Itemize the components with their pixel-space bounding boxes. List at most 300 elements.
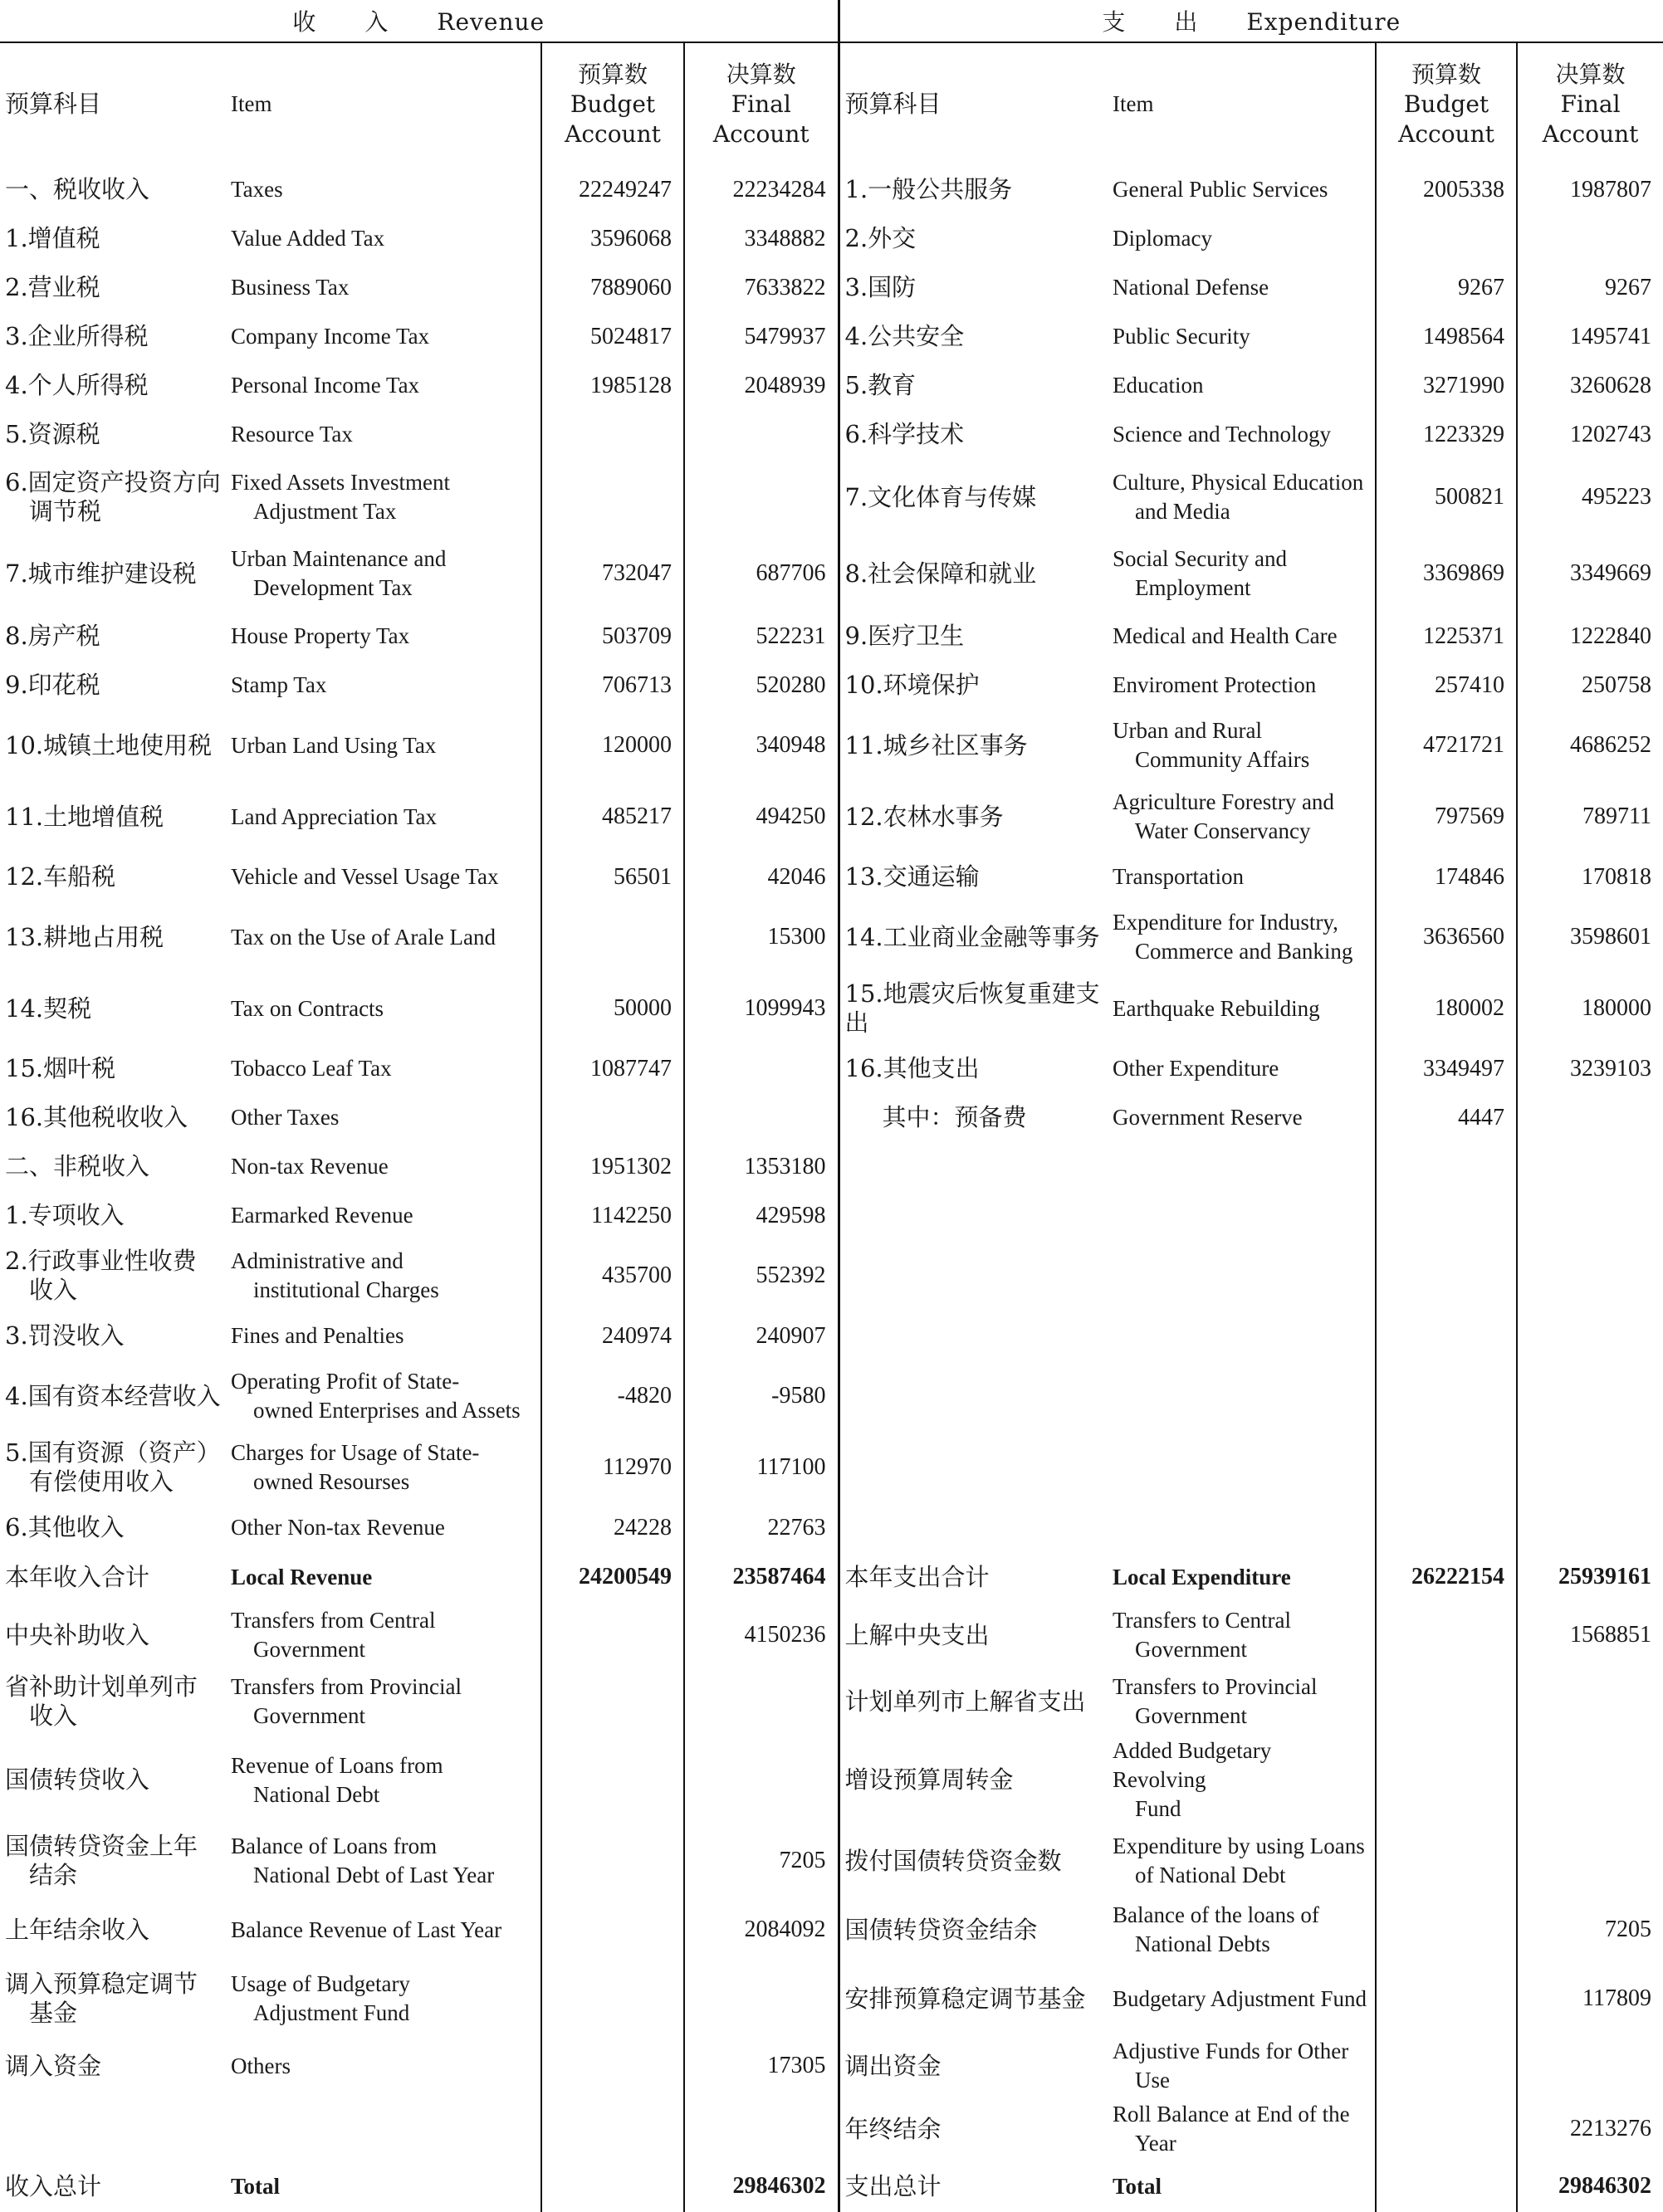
revenue-item-cn: 5.资源税 [5, 420, 100, 448]
table-row [0, 361, 1663, 410]
revenue-item-en: House Property Tax [226, 612, 541, 661]
expenditure-budget-value [1376, 214, 1517, 263]
subtotal-row [0, 1552, 1663, 1602]
expenditure-item-cn: 16.其他支出 [844, 1054, 980, 1082]
revenue-item-cn: 上年结余收入 [5, 1915, 150, 1944]
expenditure-item-en: Adjustive Funds for Other Use [1108, 2034, 1376, 2097]
revenue-item-cn: 9.印花税 [5, 671, 100, 699]
expenditure-budget-value [1376, 1191, 1517, 1240]
revenue-budget-value: -4820 [541, 1360, 684, 1432]
expenditure-budget-value [1376, 2161, 1517, 2212]
expenditure-item-en: Government Reserve [1108, 1093, 1376, 1142]
revenue-item-en: Operating Profit of State- owned Enterprises and Assets [226, 1360, 541, 1432]
expenditure-item-cn: 上解中央支出 [844, 1620, 990, 1649]
revenue-budget-value [541, 410, 684, 459]
expenditure-item-en: Transfers to Central Government [1108, 1602, 1376, 1668]
revenue-item-en: Local Revenue [226, 1552, 541, 1602]
expenditure-item-en: Social Security and Employment [1108, 535, 1376, 612]
expenditure-budget-value: 257410 [1376, 661, 1517, 710]
expenditure-final-value: 170818 [1582, 863, 1652, 890]
expenditure-budget-value: 174846 [1376, 852, 1517, 901]
revenue-item-cn: 3.企业所得税 [5, 322, 149, 350]
revenue-item-cn-header: 预算科目 [5, 90, 102, 118]
revenue-item-cn: 中央补助收入 [5, 1620, 150, 1649]
revenue-budget-value [541, 1668, 684, 1735]
table-row [0, 312, 1663, 361]
revenue-budget-value [541, 1735, 684, 1825]
transfer-row [0, 1602, 1663, 1668]
expenditure-item-en: Total [1108, 2161, 1376, 2212]
revenue-final-value [684, 2097, 839, 2161]
revenue-item-cn: 6.固定资产投资方向 调节税 [5, 468, 221, 525]
expenditure-item-cn: 11.城乡社区事务 [844, 730, 1028, 759]
expenditure-item-cn [839, 1240, 1108, 1311]
revenue-budget-value [541, 1602, 684, 1668]
expenditure-final-value: 1568851 [1570, 1622, 1652, 1648]
revenue-budget-value: 435700 [541, 1240, 684, 1311]
expenditure-budget-value [1376, 1142, 1517, 1191]
revenue-item-en: Transfers from Provincial Government [226, 1668, 541, 1735]
expenditure-item-en [1108, 1360, 1376, 1432]
expenditure-item-cn: 支出总计 [844, 2171, 942, 2200]
expenditure-final-value: 2213276 [1570, 2116, 1652, 2141]
revenue-final-value: 42046 [684, 852, 839, 901]
table-row [0, 1093, 1663, 1142]
revenue-budget-value: 56501 [541, 852, 684, 901]
revenue-budget-value: 706713 [541, 661, 684, 710]
expenditure-item-cn [839, 1191, 1108, 1240]
revenue-final-value: 522231 [684, 612, 839, 661]
revenue-final-value: 7205 [684, 1825, 839, 1897]
revenue-budget-value [541, 459, 684, 535]
expenditure-final-value [1517, 1668, 1663, 1735]
expenditure-item-cn: 3.国防 [844, 273, 917, 301]
expenditure-item-cn: 10.环境保护 [844, 671, 980, 699]
revenue-budget-value: 50000 [541, 973, 684, 1044]
revenue-budget-value: 22249247 [541, 165, 684, 214]
transfer-rows [0, 1602, 1663, 2161]
expenditure-final-value: 9267 [1605, 274, 1652, 300]
revenue-budget-value: 24200549 [541, 1552, 684, 1602]
expenditure-item-en [1108, 1191, 1376, 1240]
main-rows [0, 165, 1663, 1552]
revenue-item-en: Urban Land Using Tax [226, 710, 541, 781]
revenue-item-cn: 11.土地增值税 [5, 802, 164, 831]
revenue-item-en: Vehicle and Vessel Usage Tax [226, 852, 541, 901]
expenditure-final-value: 4686252 [1570, 732, 1652, 758]
revenue-item-cn: 12.车船税 [5, 862, 116, 891]
expenditure-budget-value: 1498564 [1376, 312, 1517, 361]
expenditure-group-title: 支 出 Expenditure [839, 0, 1663, 42]
expenditure-item-en: Transportation [1108, 852, 1376, 901]
table-row [0, 1044, 1663, 1093]
revenue-item-cn: 7.城市维护建设税 [5, 559, 197, 588]
expenditure-final-value: 1987807 [1570, 176, 1652, 203]
revenue-item-en: Balance Revenue of Last Year [226, 1897, 541, 1963]
expenditure-item-cn [839, 1432, 1108, 1503]
expenditure-item-en: Transfers to Provincial Government [1108, 1668, 1376, 1735]
revenue-final-value: 4150236 [684, 1602, 839, 1668]
revenue-final-value: 17305 [684, 2034, 839, 2097]
expenditure-item-en: Agriculture Forestry and Water Conservancy [1108, 781, 1376, 852]
expenditure-final-value: 3260628 [1570, 372, 1652, 398]
revenue-item-cn [0, 2097, 226, 2161]
expenditure-final-value [1517, 1191, 1663, 1240]
total-row [0, 2161, 1663, 2212]
revenue-group-title: 收 入 Revenue [0, 0, 839, 42]
revenue-item-en: Fines and Penalties [226, 1311, 541, 1360]
table-row [0, 1142, 1663, 1191]
expenditure-final-value: 7205 [1605, 1917, 1652, 1942]
expenditure-item-cn: 7.文化体育与传媒 [844, 482, 1037, 511]
expenditure-final-value [1517, 1735, 1663, 1825]
expenditure-item-en [1108, 1311, 1376, 1360]
expenditure-item-cn [839, 1360, 1108, 1432]
expenditure-final-value [1517, 1503, 1663, 1552]
revenue-budget-value: 485217 [541, 781, 684, 852]
revenue-final-value [684, 459, 839, 535]
transfer-row [0, 1668, 1663, 1735]
revenue-budget-header: 预算数 Budget Account [541, 42, 684, 165]
expenditure-budget-header: 预算数 Budget Account [1376, 42, 1517, 165]
revenue-final-value: 29846302 [684, 2161, 839, 2212]
revenue-item-en: Urban Maintenance and Development Tax [226, 535, 541, 612]
table-row [0, 901, 1663, 973]
revenue-budget-value: 1087747 [541, 1044, 684, 1093]
expenditure-budget-value: 180002 [1376, 973, 1517, 1044]
expenditure-item-en: Roll Balance at End of the Year [1108, 2097, 1376, 2161]
table-row [0, 410, 1663, 459]
revenue-item-en: Revenue of Loans from National Debt [226, 1735, 541, 1825]
expenditure-final-value: 29846302 [1558, 2173, 1652, 2199]
table-row [0, 214, 1663, 263]
transfer-row [0, 1963, 1663, 2034]
expenditure-budget-value [1376, 1668, 1517, 1735]
revenue-item-cn: 15.烟叶税 [5, 1054, 116, 1082]
revenue-item-cn: 13.耕地占用税 [5, 922, 164, 951]
table-row [0, 1360, 1663, 1432]
revenue-item-en: Charges for Usage of State- owned Resourses [226, 1432, 541, 1503]
expenditure-final-value: 1495741 [1570, 323, 1652, 349]
expenditure-item-en: Education [1108, 361, 1376, 410]
table-row [0, 1191, 1663, 1240]
revenue-final-value: 5479937 [684, 312, 839, 361]
expenditure-item-cn: 14.工业商业金融等事务 [844, 922, 1100, 951]
total-rows [0, 2161, 1663, 2212]
expenditure-budget-value [1376, 1602, 1517, 1668]
revenue-item-en: Transfers from Central Government [226, 1602, 541, 1668]
expenditure-budget-value: 797569 [1376, 781, 1517, 852]
expenditure-budget-value [1376, 1735, 1517, 1825]
revenue-final-value: 552392 [684, 1240, 839, 1311]
expenditure-item-cn: 5.教育 [844, 371, 917, 399]
revenue-item-cn: 16.其他税收收入 [5, 1103, 188, 1131]
revenue-final-value: 687706 [684, 535, 839, 612]
table-row [0, 1240, 1663, 1311]
expenditure-item-cn: 12.农林水事务 [844, 802, 1004, 831]
revenue-item-en: Business Tax [226, 263, 541, 312]
expenditure-budget-value: 2005338 [1376, 165, 1517, 214]
expenditure-item-cn [839, 1311, 1108, 1360]
revenue-item-cn: 收入总计 [5, 2171, 102, 2200]
expenditure-final-header: 决算数 Final Account [1542, 60, 1639, 148]
revenue-item-cn: 省补助计划单列市 收入 [5, 1672, 198, 1730]
revenue-item-cn: 2.行政事业性收费 收入 [5, 1247, 197, 1304]
revenue-item-cn: 8.房产税 [5, 622, 100, 650]
revenue-item-en: Tax on Contracts [226, 973, 541, 1044]
table-row [0, 661, 1663, 710]
revenue-item-en: Others [226, 2034, 541, 2097]
expenditure-item-cn [839, 1142, 1108, 1191]
expenditure-item-en [1108, 1240, 1376, 1311]
expenditure-final-value: 250758 [1582, 671, 1652, 698]
expenditure-item-en: Expenditure by using Loans of National Debt [1108, 1825, 1376, 1897]
expenditure-item-en: Earthquake Rebuilding [1108, 973, 1376, 1044]
revenue-item-en: Tobacco Leaf Tax [226, 1044, 541, 1093]
expenditure-budget-value: 3349497 [1376, 1044, 1517, 1093]
revenue-final-value: 7633822 [684, 263, 839, 312]
column-header-row [0, 42, 1663, 165]
revenue-item-cn: 调入预算稳定调节 基金 [5, 1970, 198, 2027]
expenditure-budget-value: 3636560 [1376, 901, 1517, 973]
expenditure-final-value: 1202743 [1570, 421, 1652, 447]
revenue-budget-value: 1951302 [541, 1142, 684, 1191]
revenue-final-value: 22763 [684, 1503, 839, 1552]
revenue-item-cn: 4.国有资本经营收入 [5, 1381, 221, 1410]
expenditure-item-cn: 年终结余 [844, 2114, 942, 2143]
revenue-budget-value [541, 2161, 684, 2212]
expenditure-final-value [1517, 2034, 1663, 2097]
expenditure-budget-value [1376, 2097, 1517, 2161]
table-row [0, 1503, 1663, 1552]
expenditure-final-value: 1222840 [1570, 623, 1652, 649]
expenditure-final-value [1517, 1142, 1663, 1191]
revenue-final-header: 决算数 Final Account [684, 42, 839, 165]
subtotal-rows [0, 1552, 1663, 1602]
expenditure-item-cn: 2.外交 [844, 224, 917, 252]
revenue-budget-value: 24228 [541, 1503, 684, 1552]
revenue-item-cn: 本年收入合计 [5, 1562, 150, 1591]
expenditure-item-cn: 调出资金 [844, 2051, 942, 2080]
expenditure-item-en: Local Expenditure [1108, 1552, 1376, 1602]
expenditure-budget-value: 3271990 [1376, 361, 1517, 410]
revenue-item-cn: 国债转贷资金上年 结余 [5, 1832, 198, 1889]
expenditure-item-cn [839, 1503, 1108, 1552]
expenditure-budget-value: 4721721 [1376, 710, 1517, 781]
expenditure-item-en: Other Expenditure [1108, 1044, 1376, 1093]
expenditure-item-cn: 15.地震灾后恢复重建支出 [844, 979, 1100, 1037]
expenditure-final-value [1517, 1240, 1663, 1311]
expenditure-item-cn: 9.医疗卫生 [844, 622, 965, 650]
expenditure-final-value: 3349669 [1570, 560, 1652, 586]
expenditure-budget-value [1376, 1432, 1517, 1503]
table-row [0, 612, 1663, 661]
expenditure-budget-value [1376, 1963, 1517, 2034]
revenue-item-cn: 1.专项收入 [5, 1201, 125, 1229]
expenditure-item-en: Diplomacy [1108, 214, 1376, 263]
expenditure-item-cn: 计划单列市上解省支出 [844, 1687, 1086, 1716]
expenditure-budget-value [1376, 1360, 1517, 1432]
revenue-item-en: Usage of Budgetary Adjustment Fund [226, 1963, 541, 2034]
expenditure-item-en: Expenditure for Industry, Commerce and Banking [1108, 901, 1376, 973]
revenue-item-en: Total [226, 2161, 541, 2212]
expenditure-item-en: Public Security [1108, 312, 1376, 361]
revenue-budget-value: 120000 [541, 710, 684, 781]
revenue-item-cn: 调入资金 [5, 2051, 102, 2080]
expenditure-final-value: 789711 [1582, 803, 1652, 829]
revenue-item-cn: 国债转贷收入 [5, 1765, 150, 1794]
revenue-final-value: 520280 [684, 661, 839, 710]
revenue-final-value [684, 1668, 839, 1735]
revenue-item-en: Balance of Loans from National Debt of Last Year [226, 1825, 541, 1897]
revenue-item-en [226, 2097, 541, 2161]
expenditure-item-cn: 安排预算稳定调节基金 [844, 1984, 1086, 2013]
table-row [0, 852, 1663, 901]
revenue-item-cn: 1.增值税 [5, 224, 100, 252]
revenue-final-value: 15300 [684, 901, 839, 973]
revenue-final-value: 3348882 [684, 214, 839, 263]
revenue-budget-value: 3596068 [541, 214, 684, 263]
revenue-final-value: 1353180 [684, 1142, 839, 1191]
transfer-row [0, 1897, 1663, 1963]
expenditure-item-en [1108, 1142, 1376, 1191]
expenditure-item-cn: 4.公共安全 [844, 322, 965, 350]
revenue-item-en: Resource Tax [226, 410, 541, 459]
expenditure-item-cn: 国债转贷资金结余 [844, 1915, 1038, 1944]
expenditure-item-cn: 增设预算周转金 [844, 1765, 1014, 1794]
revenue-budget-value: 1142250 [541, 1191, 684, 1240]
revenue-final-value: 1099943 [684, 973, 839, 1044]
expenditure-item-en: Culture, Physical Education and Media [1108, 459, 1376, 535]
expenditure-final-value [1517, 1311, 1663, 1360]
expenditure-budget-value: 26222154 [1376, 1552, 1517, 1602]
table-row [0, 1311, 1663, 1360]
table-row [0, 710, 1663, 781]
expenditure-item-en: Budgetary Adjustment Fund [1108, 1963, 1376, 2034]
revenue-item-en: Earmarked Revenue [226, 1191, 541, 1240]
revenue-final-value: 23587464 [684, 1552, 839, 1602]
expenditure-final-value: 3239103 [1570, 1055, 1652, 1082]
transfer-row [0, 2034, 1663, 2097]
revenue-budget-value: 732047 [541, 535, 684, 612]
expenditure-item-en: Urban and Rural Community Affairs [1108, 710, 1376, 781]
expenditure-final-value [1517, 1825, 1663, 1897]
expenditure-item-en [1108, 1503, 1376, 1552]
revenue-final-value: 22234284 [684, 165, 839, 214]
revenue-item-cn: 2.营业税 [5, 273, 100, 301]
revenue-item-cn: 4.个人所得税 [5, 371, 149, 399]
revenue-item-cn: 6.其他收入 [5, 1513, 125, 1541]
revenue-item-cn: 3.罚没收入 [5, 1321, 125, 1350]
revenue-budget-value: 112970 [541, 1432, 684, 1503]
expenditure-item-cn: 本年支出合计 [844, 1562, 990, 1591]
expenditure-budget-value [1376, 1503, 1517, 1552]
expenditure-final-value: 117809 [1582, 1985, 1652, 2011]
revenue-item-en: Personal Income Tax [226, 361, 541, 410]
revenue-item-cn: 一、税收收入 [5, 175, 150, 203]
expenditure-budget-value: 500821 [1376, 459, 1517, 535]
expenditure-budget-value: 9267 [1376, 263, 1517, 312]
expenditure-budget-value [1376, 1825, 1517, 1897]
revenue-budget-value [541, 1897, 684, 1963]
table-row [0, 973, 1663, 1044]
revenue-final-value [684, 1963, 839, 2034]
revenue-item-cn: 14.契税 [5, 994, 92, 1023]
expenditure-budget-value [1376, 1311, 1517, 1360]
expenditure-item-en: Balance of the loans of National Debts [1108, 1897, 1376, 1963]
expenditure-budget-value [1376, 1897, 1517, 1963]
revenue-budget-value [541, 901, 684, 973]
revenue-item-cn: 10.城镇土地使用税 [5, 730, 213, 759]
expenditure-item-en: Added Budgetary Revolving Fund [1108, 1735, 1376, 1825]
revenue-budget-value: 240974 [541, 1311, 684, 1360]
expenditure-final-value: 3598601 [1570, 924, 1652, 950]
expenditure-final-value [1517, 1432, 1663, 1503]
revenue-budget-value [541, 2034, 684, 2097]
expenditure-budget-value: 1223329 [1376, 410, 1517, 459]
revenue-item-en: Value Added Tax [226, 214, 541, 263]
expenditure-budget-value: 1225371 [1376, 612, 1517, 661]
revenue-item-en: Taxes [226, 165, 541, 214]
table-row [0, 1432, 1663, 1503]
expenditure-item-en-header: Item [1108, 42, 1376, 165]
expenditure-budget-value [1376, 1240, 1517, 1311]
revenue-item-en: Administrative and institutional Charges [226, 1240, 541, 1311]
revenue-item-en: Tax on the Use of Arale Land [226, 901, 541, 973]
expenditure-item-cn: 13.交通运输 [844, 862, 980, 891]
revenue-budget-value [541, 1963, 684, 2034]
revenue-item-en: Fixed Assets Investment Adjustment Tax [226, 459, 541, 535]
expenditure-item-cn: 8.社会保障和就业 [844, 559, 1037, 588]
revenue-item-cn: 二、非税收入 [5, 1152, 150, 1180]
revenue-item-cn: 5.国有资源（资产） 有偿使用收入 [5, 1438, 221, 1496]
revenue-budget-value: 503709 [541, 612, 684, 661]
expenditure-final-value: 495223 [1582, 484, 1652, 510]
revenue-item-en: Company Income Tax [226, 312, 541, 361]
revenue-budget-value [541, 1093, 684, 1142]
expenditure-item-en: Enviroment Protection [1108, 661, 1376, 710]
revenue-final-value: 2084092 [684, 1897, 839, 1963]
revenue-item-en: Land Appreciation Tax [226, 781, 541, 852]
revenue-item-en: Stamp Tax [226, 661, 541, 710]
revenue-final-value [684, 1044, 839, 1093]
expenditure-final-value [1517, 1360, 1663, 1432]
expenditure-item-en: Science and Technology [1108, 410, 1376, 459]
revenue-item-en: Other Taxes [226, 1093, 541, 1142]
table-row [0, 263, 1663, 312]
revenue-final-value: 117100 [684, 1432, 839, 1503]
table-row [0, 781, 1663, 852]
group-header-row [0, 0, 1663, 42]
expenditure-item-cn: 拨付国债转贷资金数 [844, 1846, 1062, 1875]
revenue-item-en-header: Item [226, 42, 541, 165]
revenue-final-value: 240907 [684, 1311, 839, 1360]
revenue-budget-value [541, 2097, 684, 2161]
expenditure-item-en: General Public Services [1108, 165, 1376, 214]
revenue-final-value [684, 1093, 839, 1142]
expenditure-item-en: National Defense [1108, 263, 1376, 312]
expenditure-final-value [1517, 214, 1663, 263]
table-row [0, 535, 1663, 612]
revenue-budget-value: 1985128 [541, 361, 684, 410]
expenditure-final-value [1517, 1093, 1663, 1142]
revenue-item-en: Other Non-tax Revenue [226, 1503, 541, 1552]
expenditure-item-cn: 其中：预备费 [858, 1103, 1027, 1131]
expenditure-final-value: 25939161 [1558, 1564, 1652, 1589]
revenue-budget-value: 7889060 [541, 263, 684, 312]
revenue-budget-value: 5024817 [541, 312, 684, 361]
expenditure-budget-value [1376, 2034, 1517, 2097]
